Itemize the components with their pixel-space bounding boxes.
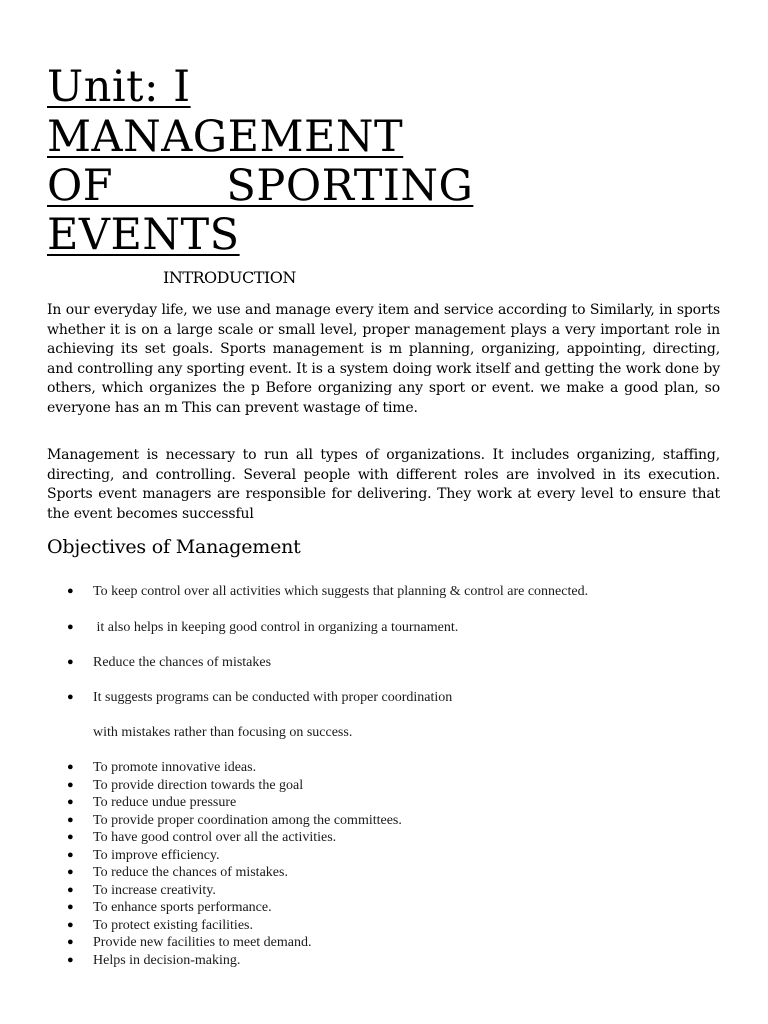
continuation-text: with mistakes rather than focusing on success. — [93, 725, 353, 740]
list-item — [67, 689, 667, 707]
bullet-icon: ● — [67, 883, 74, 896]
list-item-text: To promote innovative ideas. — [93, 760, 257, 775]
list-item-text: To protect existing facilities. — [93, 917, 253, 933]
bullet-icon: ● — [67, 866, 74, 878]
bullet-icon: ● — [67, 918, 74, 931]
list-item-text: To increase creativity. — [93, 882, 216, 898]
paragraph-intro: In our everyday life, we use and manage every item and service according to Similarly, in sports whether it is on a large scale or small level, proper management plays a very important role in achieving its set goals. Sports management is m planning, organizing, appointing, directing, and controlling any sporting event. It is a system doing work itself and getting the work done by others, which organizes the p Before organizing any sport or event. we make a good plan, so everyone has an m This can prevent wastage of time. — [47, 302, 720, 416]
list-item — [67, 899, 667, 917]
bullet-icon: ● — [67, 796, 74, 808]
list-item-text: To enhance sports performance. — [93, 900, 272, 915]
paragraph-management: Management is necessary to run all types of organizations. It includes organizing, staffing, directing, and controlling. Several people with different roles are involved in its execution. Sports event managers are responsible for delivering. They work at every level to ensure that the event becomes successful — [47, 447, 720, 522]
list-item-text: Reduce the chances of mistakes — [93, 655, 272, 670]
list-item-text: it also helps in keeping good control in organizing a tournament. — [93, 620, 459, 635]
bullet-icon: ● — [67, 621, 74, 633]
list-item — [67, 812, 667, 830]
list-item — [67, 847, 667, 865]
list-item — [67, 777, 667, 795]
title-line-4: EVENTS — [47, 210, 240, 260]
bullet-icon: ● — [67, 656, 74, 668]
introduction-heading: INTRODUCTION — [163, 268, 296, 287]
list-item — [67, 794, 667, 812]
bullet-icon: ● — [67, 761, 74, 773]
list-item — [67, 829, 667, 847]
list-item-text: It suggests programs can be conducted with proper coordination — [93, 690, 453, 705]
bullet-icon: ● — [67, 901, 74, 913]
list-item — [67, 759, 667, 777]
title-line-1: Unit: I — [47, 62, 191, 112]
bullet-icon: ● — [67, 691, 74, 703]
list-item — [67, 864, 667, 882]
list-item-text: To provide proper coordination among the committees. — [93, 812, 402, 828]
list-item-text: To reduce undue pressure — [93, 795, 237, 810]
list-item — [67, 952, 667, 970]
objectives-heading: Objectives of Management — [47, 536, 301, 558]
list-item-text: To improve efficiency. — [93, 847, 220, 863]
list-item-text: To keep control over all activities which suggests that planning & control are connected. — [93, 584, 589, 599]
list-item-text: Provide new facilities to meet demand. — [93, 935, 312, 950]
list-item — [67, 917, 667, 935]
list-item-text: Helps in decision-making. — [93, 952, 241, 968]
bullet-icon: ● — [67, 848, 74, 861]
list-item — [67, 619, 667, 637]
bullet-icon: ● — [67, 585, 74, 597]
bullet-icon: ● — [67, 831, 74, 843]
list-item-text: To reduce the chances of mistakes. — [93, 865, 288, 880]
title-line-3: OF SPORTING — [47, 161, 474, 211]
bullet-icon: ● — [67, 778, 74, 791]
list-item-text: To provide direction towards the goal — [93, 777, 304, 793]
list-item-text: To have good control over all the activities. — [93, 830, 337, 845]
list-item — [67, 934, 667, 952]
list-item — [67, 583, 667, 601]
bullet-icon: ● — [67, 953, 74, 966]
bullet-icon: ● — [67, 813, 74, 826]
bullet-icon: ● — [67, 936, 74, 948]
title-line-2: MANAGEMENT — [47, 112, 404, 162]
list-item — [67, 882, 667, 900]
list-item — [67, 654, 667, 672]
